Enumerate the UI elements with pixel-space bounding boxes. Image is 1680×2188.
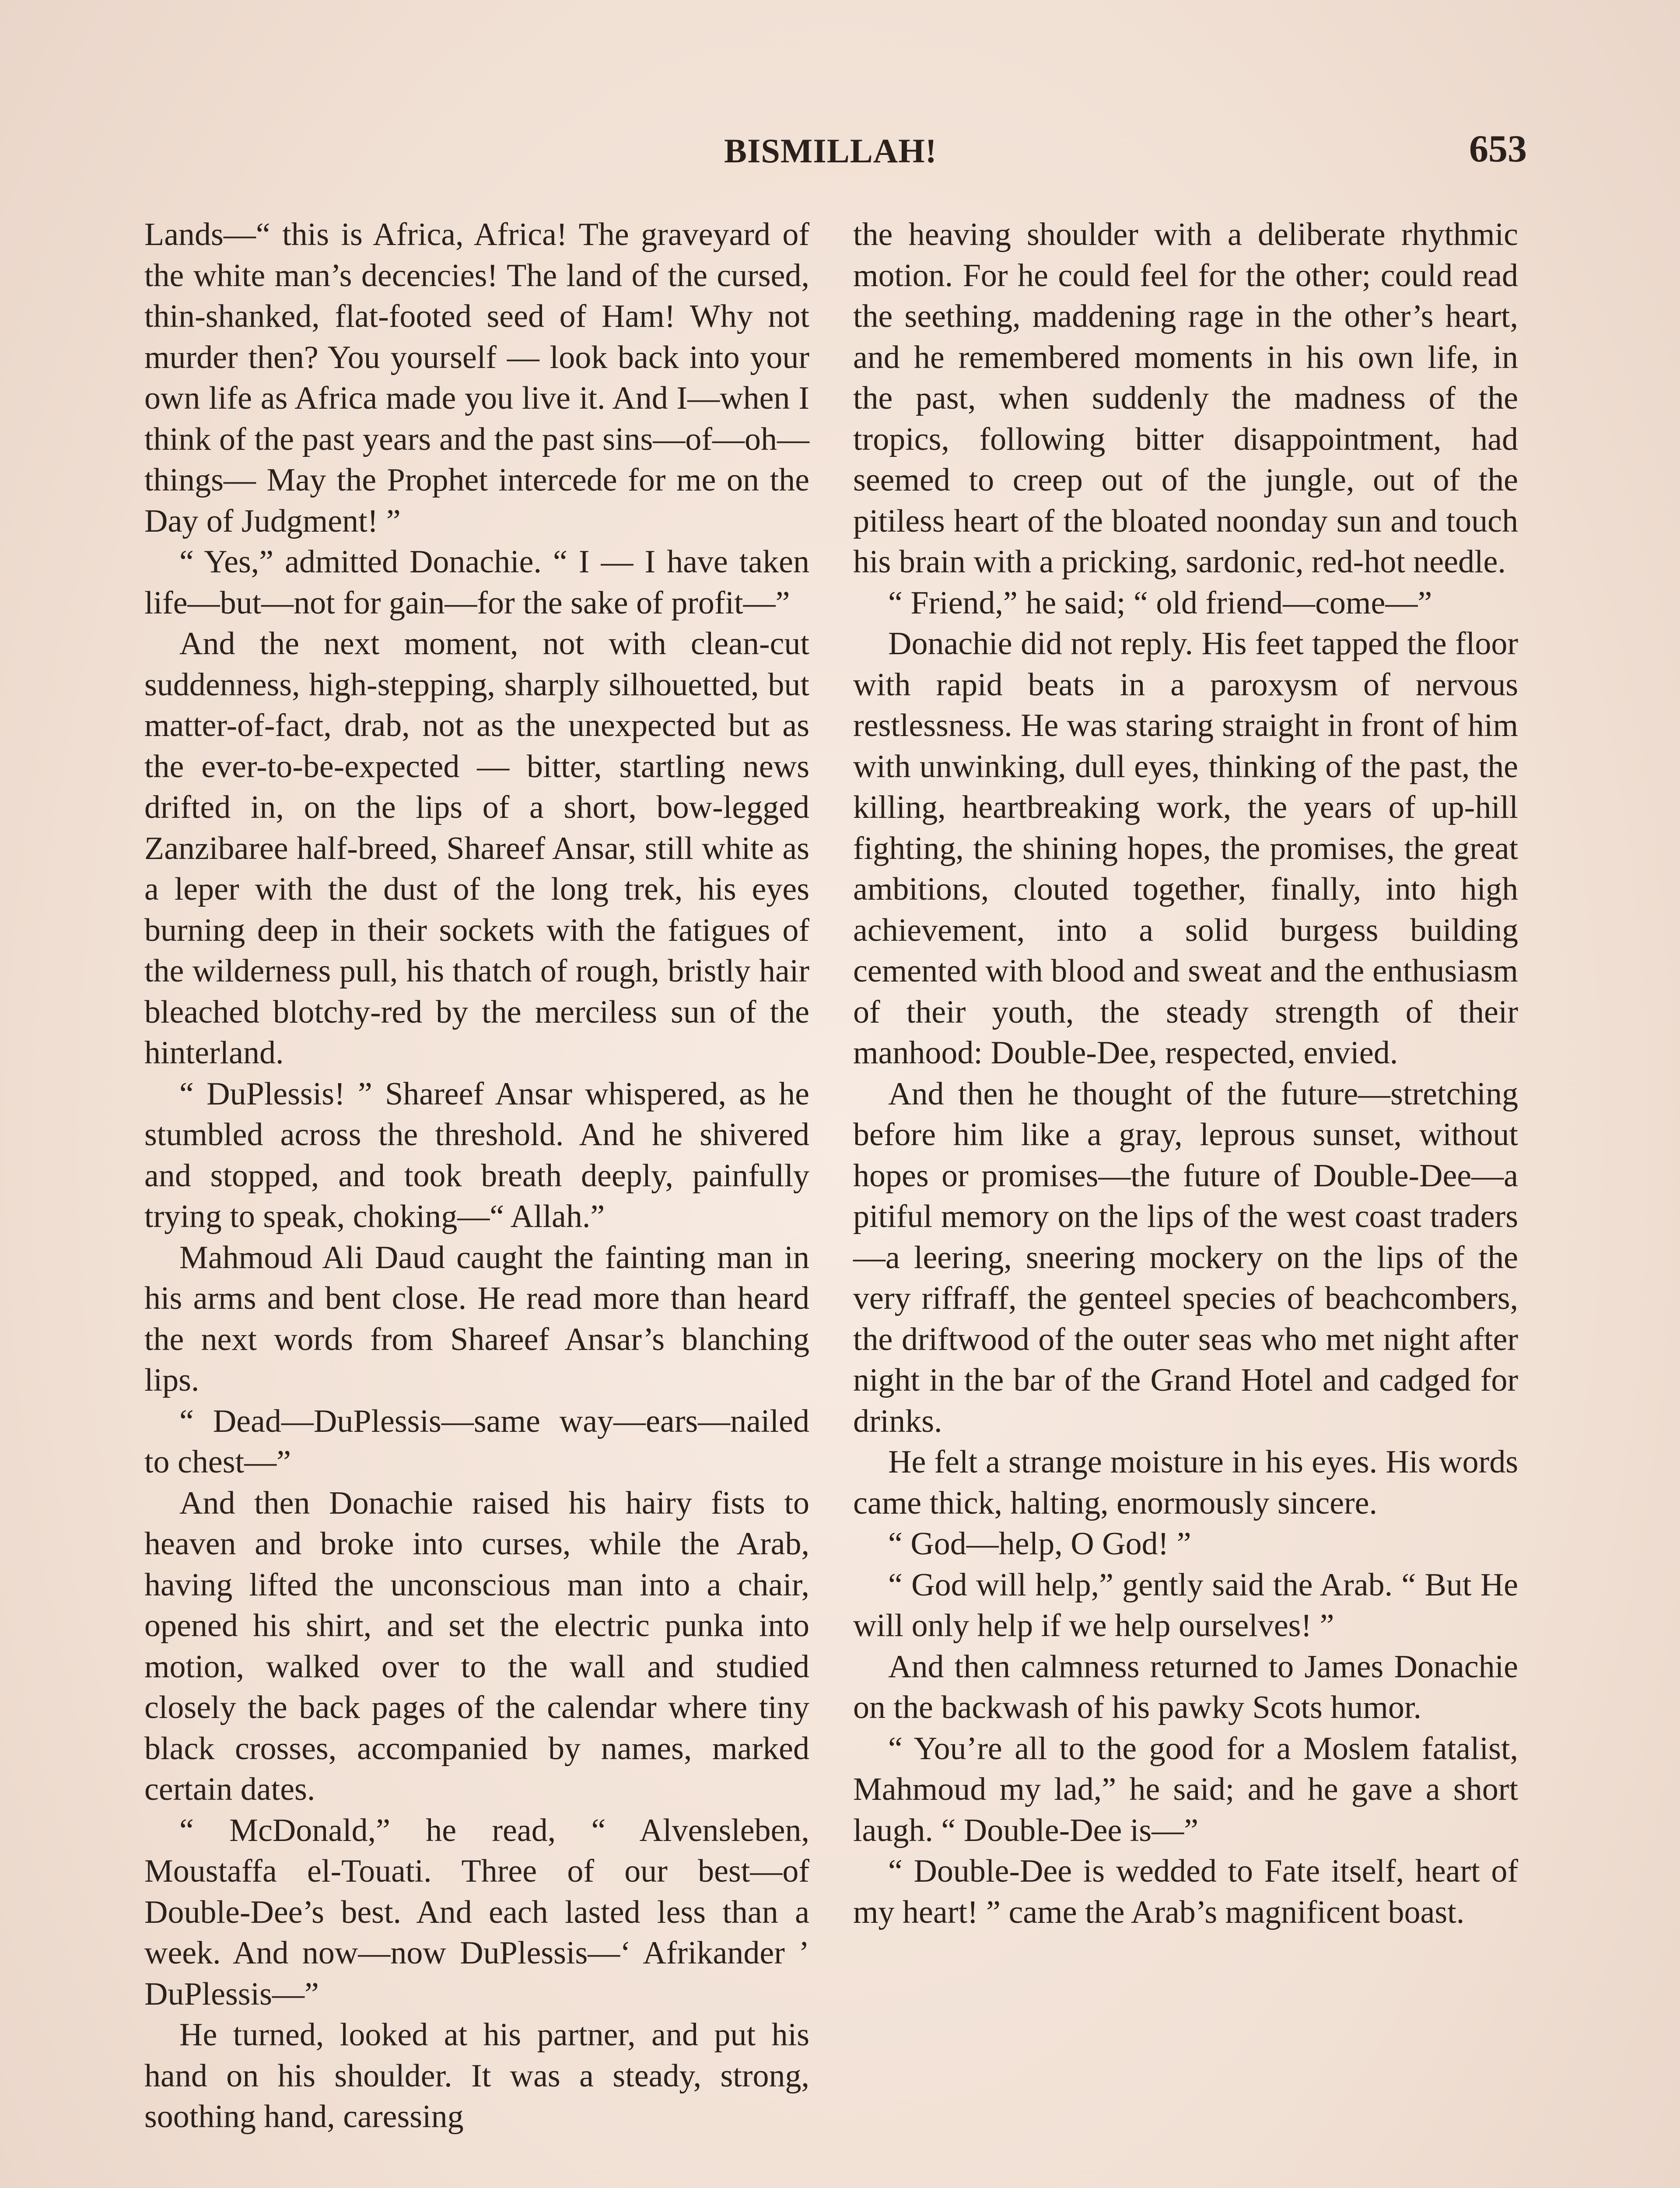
paragraph: Donachie did not reply. His feet tapped the floor with rapid beats in a paroxysm of nervous restlessness. He was staring straight in front of him with unwinking, dull eyes, thinking of the past, the killing, heartbreaking work, the years of up-hill fighting, the shining hopes, the promises, the great ambitions, clouted together, finally, into high achievement, into a solid burgess building cemented with blood and sweat and the enthusiasm of their youth, the steady strength of their manhood: Double-Dee, respected, envied. xyxy=(853,626,1518,1071)
paragraph: And then Donachie raised his hairy fists to heaven and broke into curses, while the Arab, having lifted the unconscious man into a chair, opened his shirt, and set the electric punka into motion, walked over to the wall and studied closely the back pages of the calendar where tiny black crosses, accompanied by names, marked certain dates. xyxy=(144,1485,809,1807)
paragraph: “ Friend,” he said; “ old friend—come—” xyxy=(888,585,1432,621)
paragraph: “ God will help,” gently said the Arab. “ But He will only help if we help ourselves! ” xyxy=(853,1567,1518,1644)
paragraph: “ Double-Dee is wedded to Fate itself, heart of my heart! ” came the Arab’s magnificent boast. xyxy=(853,1853,1518,1930)
paragraph: “ DuPlessis! ” Shareef Ansar whispered, as he stumbled across the threshold. And he shivered and stopped, and took breath deeply, painfully trying to speak, choking—“ Allah.” xyxy=(144,1076,809,1234)
paragraph: And then he thought of the future—stretching before him like a gray, leprous sunset, without hopes or promises—the future of Double-Dee—a pitiful memory on the lips of the west coast traders—a leering, sneering mockery on the lips of the very riffraff, the genteel species of beachcombers, the driftwood of the outer seas who met night after night in the bar of the Grand Hotel and cadged for drinks. xyxy=(853,1076,1518,1439)
left-column xyxy=(144,214,809,2138)
paragraph: “ You’re all to the good for a Moslem fatalist, Mahmoud my lad,” he said; and he gave a short laugh. “ Double-Dee is—” xyxy=(853,1730,1518,1848)
paragraph: He turned, looked at his partner, and put his hand on his shoulder. It was a steady, strong, soothing hand, caressing xyxy=(144,2017,809,2135)
paragraph: And then calmness returned to James Donachie on the backwash of his pawky Scots humor. xyxy=(853,1648,1518,1725)
paragraph: And the next moment, not with clean-cut suddenness, high-stepping, sharply silhouetted, but matter-of-fact, drab, not as the unexpected but as the ever-to-be-expected — bitter, startling news drifted in, on the lips of a short, bow-legged Zanzibaree half-breed, Shareef Ansar, still white as a leper with the dust of the long trek, his eyes burning deep in their sockets with the fatigues of the wilderness pull, his thatch of rough, bristly hair bleached blotchy-red by the merciless sun of the hinterland. xyxy=(144,626,809,1071)
paragraph: “ God—help, O God! ” xyxy=(888,1526,1191,1562)
paragraph: “ Yes,” admitted Donachie. “ I — I have taken life—but—not for gain—for the sake of profit—” xyxy=(144,544,809,621)
page-number: 653 xyxy=(1469,128,1527,170)
paragraph: Mahmoud Ali Daud caught the fainting man in his arms and bent close. He read more than heard the next words from Shareef Ansar’s blanching lips. xyxy=(144,1239,809,1398)
paragraph: He felt a strange moisture in his eyes. His words came thick, halting, enormously sincere. xyxy=(853,1444,1518,1521)
paragraph: Lands—“ this is Africa, Africa! The graveyard of the white man’s decencies! The land of the cursed, thin-shanked, flat-footed seed of Ham! Why not murder then? You yourself — look back into your own life as Africa made you live it. And I—when I think of the past years and the past sins—of—oh—things— May the Prophet intercede for me on the Day of Judgment! ” xyxy=(144,217,809,539)
paragraph: “ Dead—DuPlessis—same way—ears—nailed to chest—” xyxy=(144,1403,809,1480)
paragraph: the heaving shoulder with a deliberate rhythmic motion. For he could feel for the other; could read the seething, maddening rage in the other’s heart, and he remembered moments in his own life, in the past, when suddenly the madness of the tropics, following bitter disappointment, had seemed to creep out of the jungle, out of the pitiless heart of the bloated noonday sun and touch his brain with a pricking, sardonic, red-hot needle. xyxy=(853,217,1518,580)
paragraph: “ McDonald,” he read, “ Alvensleben, Moustaffa el-Touati. Three of our best—of Double-Dee’s best. And each lasted less than a week. And now—now DuPlessis—‘ Afrikander ’ DuPlessis—” xyxy=(144,1812,809,2012)
running-head: BISMILLAH! xyxy=(724,132,937,170)
right-column xyxy=(853,214,1518,1933)
